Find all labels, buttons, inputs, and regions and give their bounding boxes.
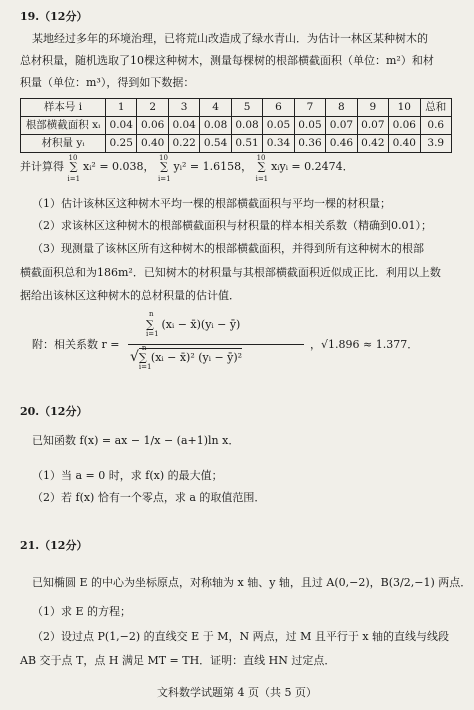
sum2-bottom: i=1 (158, 175, 171, 183)
sum1-expression: xᵢ² = 0.038， (83, 160, 155, 173)
q21-part2-line2: AB 交于点 T，点 H 满足 MT = TH．证明：直线 HN 过定点． (20, 654, 336, 667)
sum3-expression: xᵢyᵢ = 0.2474． (271, 160, 354, 173)
correlation-label: 附：相关系数 r = (32, 338, 120, 351)
table-cell: 9 (357, 99, 388, 117)
sums-line (20, 154, 354, 183)
correlation-fraction (128, 310, 304, 378)
table-cell: 2 (137, 99, 168, 117)
denominator-radicand (138, 344, 243, 371)
sum-sign-2: 10 ∑ i=1 (158, 160, 170, 174)
table-cell: 0.07 (357, 117, 388, 135)
table-cell: 总和 (420, 99, 451, 117)
page-footer: 文科数学试题第 4 页（共 5 页） (157, 686, 317, 699)
table-row-index (21, 99, 452, 117)
table-cell: 0.6 (420, 117, 451, 135)
sum-sign-denominator: n ∑ i=1 (138, 344, 152, 371)
q20-part1: （1）当 a = 0 时，求 f(x) 的最大值； (32, 469, 223, 482)
q19-intro-line3: 积量（单位：m³），得到如下数据： (20, 76, 195, 89)
q19-part3-line3: 据给出该林区这种树木的总材积量的估计值． (20, 289, 240, 302)
row-label-sample: 样本号 i (21, 99, 106, 117)
table-cell: 0.07 (326, 117, 357, 135)
table-cell: 3 (168, 99, 199, 117)
q21-part2-line1: （2）设过点 P(1,−2) 的直线交 E 于 M，N 两点，过 M 且平行于 x 轴的直线与线段 (32, 630, 450, 643)
table-cell: 8 (326, 99, 357, 117)
q21-given: 已知椭圆 E 的中心为坐标原点，对称轴为 x 轴、y 轴，且过 A(0,−2)，B(3/2,−1) 两点． (32, 576, 472, 589)
sum-sign-3: 10 ∑ i=1 (256, 160, 268, 174)
denominator (130, 344, 243, 371)
table-cell: 0.08 (200, 117, 231, 135)
q21-part1: （1）求 E 的方程； (32, 605, 132, 618)
table-cell: 0.46 (326, 135, 357, 153)
fraction-bar (128, 344, 304, 345)
table-cell: 4 (200, 99, 231, 117)
sqrt-approx-note: ，√1.896 ≈ 1.377． (310, 338, 419, 351)
sqrt-sign: √ (130, 349, 139, 365)
sum1-bottom: i=1 (67, 175, 81, 183)
data-table (20, 98, 452, 153)
q19-part1: （1）估计该林区这种树木平均一棵的根部横截面积与平均一棵的材积量； (32, 197, 391, 210)
sum3-bottom: i=1 (255, 175, 269, 183)
q20-given: 已知函数 f(x) = ax − 1/x − (a+1)ln x． (32, 434, 240, 447)
row-label-area: 根部横截面积 xᵢ (21, 117, 106, 135)
q21-header: 21.（12分） (20, 539, 88, 552)
sums-prefix: 并计算得 (20, 160, 64, 173)
table-cell: 0.42 (357, 135, 388, 153)
table-row-x (21, 117, 452, 135)
table-cell: 0.36 (294, 135, 325, 153)
num-sum-bottom: i=1 (146, 330, 159, 338)
den-sum-top: n (141, 344, 147, 352)
table-cell: 3.9 (420, 135, 451, 153)
table-cell: 0.06 (137, 117, 168, 135)
sum-sign-numerator: n ∑ i=1 (146, 310, 159, 338)
table-cell: 1 (106, 99, 137, 117)
table-cell: 0.05 (263, 117, 294, 135)
table-cell: 0.22 (168, 135, 199, 153)
table-cell: 0.08 (231, 117, 262, 135)
q19-intro-line2: 总材积量，随机选取了10棵这种树木，测量每棵树的根部横截面积（单位：m²）和材 (20, 54, 434, 67)
table-cell: 0.51 (231, 135, 262, 153)
table-cell: 0.04 (168, 117, 199, 135)
table-cell: 5 (231, 99, 262, 117)
q19-header: 19.（12分） (20, 10, 88, 23)
q19-part3-line2: 横截面积总和为186m²．已知树木的材积量与其根部横截面积近似成正比．利用以上数 (20, 266, 441, 279)
sum1-top: 10 (68, 154, 78, 162)
table-cell: 0.34 (263, 135, 294, 153)
table-cell: 6 (263, 99, 294, 117)
den-sum-bottom: i=1 (138, 363, 152, 371)
table-cell: 7 (294, 99, 325, 117)
num-sum-top: n (149, 310, 154, 318)
q19-part3-line1: （3）现测量了该林区所有这种树木的根部横截面积，并得到所有这种树木的根部 (32, 242, 424, 255)
table-cell: 10 (389, 99, 420, 117)
table-cell: 0.06 (389, 117, 420, 135)
q20-header: 20.（12分） (20, 405, 88, 418)
denominator-expression: (xᵢ − x̄)² (yᵢ − ȳ)² (150, 351, 243, 364)
table-cell: 0.25 (106, 135, 137, 153)
sum-sign-1: 10 ∑ i=1 (68, 160, 80, 174)
table-cell: 0.54 (200, 135, 231, 153)
numerator (146, 310, 241, 338)
row-label-volume: 材积量 yᵢ (21, 135, 106, 153)
table-cell: 0.04 (106, 117, 137, 135)
table-row-y (21, 135, 452, 153)
table-cell: 0.40 (389, 135, 420, 153)
q20-part2: （2）若 f(x) 恰有一个零点，求 a 的取值范围． (32, 491, 266, 504)
table-cell: 0.05 (294, 117, 325, 135)
numerator-expression: (xᵢ − x̄)(yᵢ − ȳ) (161, 318, 241, 331)
table-cell: 0.40 (137, 135, 168, 153)
sum2-top: 10 (159, 154, 168, 162)
sum3-top: 10 (256, 154, 266, 162)
q19-part2: （2）求该林区这种树木的根部横截面积与材积量的样本相关系数（精确到0.01）； (32, 219, 432, 232)
sum2-expression: yᵢ² = 1.6158， (173, 160, 253, 173)
q19-intro-line1: 某地经过多年的环境治理，已将荒山改造成了绿水青山．为估计一林区某种树木的 (32, 32, 428, 45)
